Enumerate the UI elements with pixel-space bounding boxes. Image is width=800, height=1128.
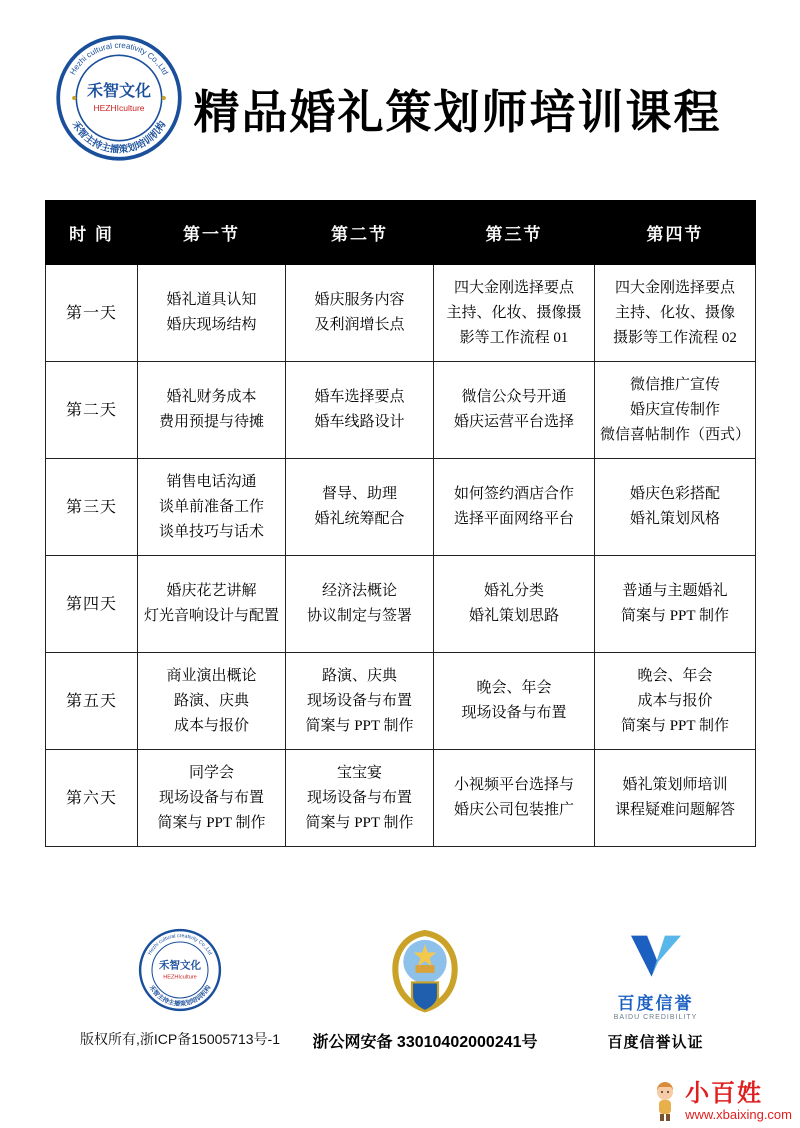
watermark-site-name: 小百姓 [685, 1080, 764, 1108]
day-label: 第五天 [46, 653, 138, 750]
course-cell [434, 265, 595, 362]
course-cell [434, 750, 595, 847]
course-cell-line: 现场设备与布置 [461, 705, 567, 721]
watermark-text-block [685, 1081, 792, 1122]
course-cell [138, 362, 286, 459]
course-cell-line: 简案与 PPT 制作 [305, 717, 414, 734]
column-header: 第一节 [138, 201, 286, 265]
course-schedule-table [45, 200, 756, 847]
course-cell-line: 四大金刚选择要点 [453, 279, 574, 296]
footer-copyright-block [70, 928, 290, 1049]
course-cell-line: 经济法概论 [321, 583, 397, 599]
table-row [46, 362, 756, 459]
course-cell-line: 小视频平台选择与 [453, 777, 574, 793]
course-cell-line: 影等工作流程 01 [459, 329, 569, 346]
course-cell [138, 750, 286, 847]
day-label: 第四天 [46, 556, 138, 653]
course-cell-line: 协议制定与签署 [306, 608, 412, 624]
column-header: 第四节 [595, 201, 756, 265]
column-header: 第二节 [286, 201, 434, 265]
course-cell [286, 459, 434, 556]
page-title: 精品婚礼策划师培训课程 [193, 86, 722, 138]
course-cell-line: 现场设备与布置 [306, 789, 412, 806]
watermark-site-url: www.xbaixing.com [685, 1106, 792, 1122]
course-cell [138, 556, 286, 653]
course-cell-line: 如何签约酒店合作 [453, 486, 574, 502]
course-cell-line: 灯光音响设计与配置 [143, 608, 279, 624]
logo-name-en: HEZHIculture [93, 102, 145, 113]
hezhi-logo-icon [55, 34, 183, 162]
course-cell [138, 653, 286, 750]
course-cell-line: 微信喜帖制作（西式） [599, 426, 750, 443]
course-cell-line: 婚庆运营平台选择 [453, 414, 574, 430]
course-cell [595, 362, 756, 459]
course-cell [138, 265, 286, 362]
baidu-credibility-title: 百度信誉 [617, 994, 694, 1013]
baidu-credibility-subtitle: BAIDU CREDIBILITY [613, 1014, 698, 1021]
course-cell-line: 课程疑难问题解答 [614, 802, 735, 818]
course-cell [286, 265, 434, 362]
svg-text:Hezhi cultural creativity Co., [68, 41, 170, 77]
course-cell-line: 婚礼策划师培训 [622, 777, 728, 793]
day-label: 第三天 [46, 459, 138, 556]
course-cell-line: 婚车线路设计 [314, 414, 405, 430]
site-watermark [650, 1081, 792, 1122]
course-table-body [46, 265, 756, 847]
table-row [46, 556, 756, 653]
logo-name-cn: 禾智文化 [86, 82, 152, 100]
course-cell-line: 微信推广宣传 [629, 376, 720, 393]
course-cell-line: 晚会、年会 [476, 680, 552, 696]
course-cell-line: 简案与 PPT 制作 [305, 814, 414, 831]
course-cell-line: 选择平面网络平台 [453, 511, 574, 527]
course-cell-line: 销售电话沟通 [166, 473, 257, 490]
course-cell-line: 简案与 PPT 制作 [157, 814, 266, 831]
course-cell [434, 459, 595, 556]
course-cell-line: 婚礼分类 [483, 583, 544, 599]
course-cell-line: 同学会 [188, 764, 234, 781]
table-row [46, 265, 756, 362]
police-filing-number: 浙公网安备 33010402000241号 [312, 1034, 538, 1051]
logo-arc-bottom-text: 禾智主持主播策划培训机构 [147, 984, 213, 1008]
course-cell-line: 督导、助理 [321, 486, 397, 502]
hezhi-logo-small-icon [138, 928, 222, 1012]
course-cell-line: 婚庆宣传制作 [629, 401, 720, 418]
course-cell [286, 362, 434, 459]
course-cell-line: 成本与报价 [637, 692, 713, 709]
hezhi-logo [55, 34, 183, 162]
course-cell-line: 婚庆色彩搭配 [629, 486, 720, 502]
day-label: 第二天 [46, 362, 138, 459]
watermark-mascot-icon [650, 1082, 680, 1122]
course-cell-line: 婚礼财务成本 [166, 389, 257, 405]
course-cell-line: 主持、化妆、摄像 [614, 304, 735, 321]
logo-name-cn: 禾智文化 [159, 959, 201, 972]
table-row [46, 459, 756, 556]
course-cell [595, 750, 756, 847]
logo-arc-top-text: Hezhi cultural creativity Co.,Ltd [68, 40, 170, 77]
baidu-cert-label: 百度信誉认证 [607, 1034, 704, 1051]
course-cell-line: 婚车选择要点 [314, 389, 405, 405]
course-cell-line: 谈单技巧与话术 [158, 523, 264, 540]
course-cell-line: 谈单前准备工作 [158, 498, 264, 515]
course-cell-line: 婚庆现场结构 [166, 317, 257, 333]
course-table-head-row [46, 201, 756, 265]
day-label: 第一天 [46, 265, 138, 362]
course-cell-line: 微信公众号开通 [461, 389, 567, 405]
logo-arc-bottom-text: 禾智主持主播策划培训机构 [69, 119, 169, 156]
police-badge-icon [386, 928, 464, 1016]
baidu-credibility-icon [627, 932, 685, 982]
course-cell-line: 晚会、年会 [637, 667, 713, 684]
course-cell-line: 婚礼道具认知 [166, 292, 257, 308]
column-header: 时 间 [46, 201, 138, 265]
course-cell-line: 婚礼统筹配合 [314, 511, 405, 527]
course-cell [595, 265, 756, 362]
course-cell-line: 摄影等工作流程 02 [613, 329, 737, 346]
course-cell-line: 婚庆花艺讲解 [166, 583, 257, 599]
footer-baidu-block [578, 932, 733, 1052]
course-cell-line: 费用预提与待摊 [158, 414, 264, 430]
course-cell-line: 普通与主题婚礼 [622, 583, 728, 599]
course-cell-line: 现场设备与布置 [158, 789, 264, 806]
table-row [46, 750, 756, 847]
course-cell-line: 成本与报价 [173, 717, 249, 734]
logo-name-en: HEZHIculture [163, 974, 197, 981]
course-cell-line: 路演、庆典 [173, 692, 249, 709]
table-row [46, 653, 756, 750]
course-cell [434, 362, 595, 459]
course-cell-line: 简案与 PPT 制作 [620, 608, 730, 624]
course-cell-line: 主持、化妆、摄像摄 [446, 304, 582, 321]
course-cell [286, 556, 434, 653]
course-cell-line: 宝宝宴 [336, 764, 382, 781]
course-cell-line: 及利润增长点 [314, 317, 405, 333]
course-cell [138, 459, 286, 556]
course-cell [595, 459, 756, 556]
course-cell-line: 婚礼策划思路 [468, 608, 559, 624]
footer-police-block [280, 928, 570, 1052]
course-cell-line: 商业演出概论 [166, 667, 257, 684]
course-cell-line: 四大金刚选择要点 [614, 279, 735, 296]
icp-copyright-text: 版权所有,浙ICP备15005713号-1 [80, 1031, 280, 1047]
course-cell [434, 556, 595, 653]
course-cell-line: 婚庆服务内容 [314, 292, 405, 308]
column-header: 第三节 [434, 201, 595, 265]
course-cell-line: 婚庆公司包装推广 [453, 802, 574, 818]
course-cell [595, 653, 756, 750]
course-cell [286, 653, 434, 750]
course-cell [434, 653, 595, 750]
course-cell-line: 婚礼策划风格 [629, 511, 720, 527]
course-cell [595, 556, 756, 653]
course-cell-line: 简案与 PPT 制作 [620, 717, 730, 734]
course-cell-line: 现场设备与布置 [306, 692, 412, 709]
course-cell [286, 750, 434, 847]
logo-arc-top-text: Hezhi cultural creativity Co.,Ltd [147, 933, 213, 957]
day-label: 第六天 [46, 750, 138, 847]
course-cell-line: 路演、庆典 [321, 667, 397, 684]
